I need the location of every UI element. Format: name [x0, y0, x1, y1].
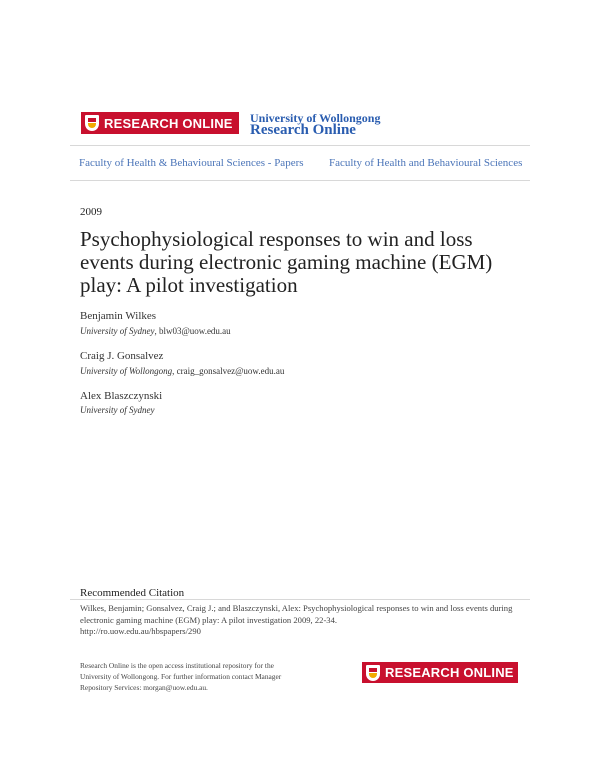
footer-line[interactable]: Repository Services: morgan@uow.edu.au. — [80, 683, 208, 692]
author-affiliation: University of Sydney — [80, 405, 155, 415]
footer-line: University of Wollongong. For further information contact Manager — [80, 672, 282, 681]
publication-year: 2009 — [80, 206, 102, 218]
citation-text: Wilkes, Benjamin; Gonsalvez, Craig J.; and Blaszczynski, Alex: Psychophysiological responses to win and loss events during electronic gaming machine (EGM) play: A pilot investigation 2009, 22-34. — [80, 603, 513, 625]
author-name: Craig J. Gonsalvez — [80, 350, 164, 362]
author-affiliation: University of Wollongong, craig_gonsalvez@uow.edu.au — [80, 366, 285, 376]
logo-text: RESEARCH ONLINE — [104, 115, 233, 131]
research-online-logo[interactable] — [81, 112, 239, 134]
faculty-link[interactable]: Faculty of Health and Behavioural Sciences — [329, 157, 523, 169]
research-online-footer-logo[interactable] — [362, 662, 518, 683]
author-name: Benjamin Wilkes — [80, 310, 157, 322]
nav-divider — [70, 180, 530, 181]
author-affiliation: University of Sydney, blw03@uow.edu.au — [80, 326, 231, 336]
uow-crest-icon — [366, 665, 380, 681]
citation-url[interactable]: http://ro.uow.edu.au/hbspapers/290 — [80, 626, 201, 636]
affiliation-text: University of Sydney — [80, 326, 155, 336]
citation-divider — [70, 599, 530, 600]
citation-block — [80, 603, 528, 638]
uow-crest-icon — [85, 115, 99, 131]
repository-name[interactable]: Research Online — [250, 122, 356, 138]
footer-line: Research Online is the open access institutional repository for the — [80, 661, 274, 670]
header-divider — [70, 145, 530, 146]
author-email[interactable]: craig_gonsalvez@uow.edu.au — [176, 366, 285, 376]
citation-heading: Recommended Citation — [80, 587, 185, 599]
author-name: Alex Blaszczynski — [80, 390, 163, 402]
footer-text — [80, 660, 330, 693]
author-email[interactable]: blw03@uow.edu.au — [158, 326, 231, 336]
university-name[interactable]: University of Wollongong — [250, 111, 381, 125]
logo-text: RESEARCH ONLINE — [385, 665, 514, 680]
affiliation-text: University of Wollongong — [80, 366, 173, 376]
paper-title: Psychophysiological responses to win and loss events during electronic gaming machine (EGM) play: A pilot investigation — [80, 227, 493, 297]
faculty-papers-link[interactable]: Faculty of Health & Behavioural Sciences - Papers — [79, 157, 304, 169]
